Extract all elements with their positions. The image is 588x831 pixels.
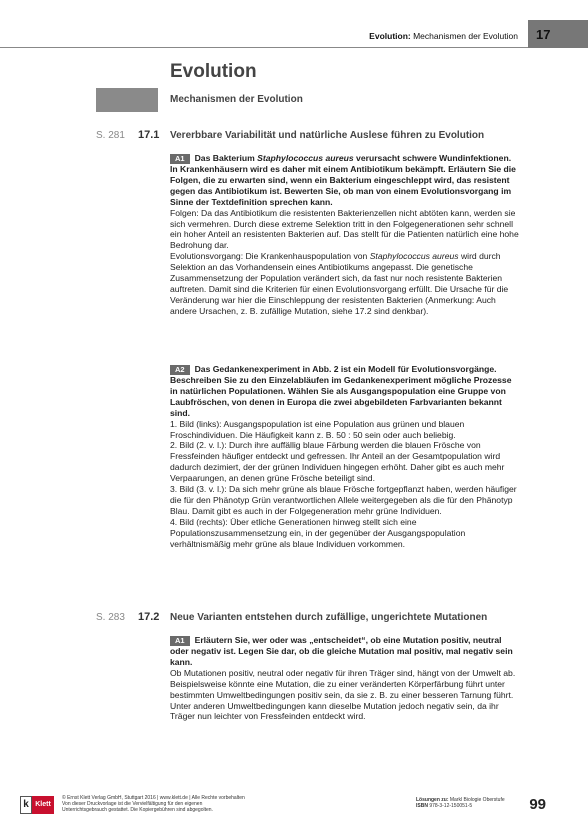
page-title: Evolution [170, 61, 257, 82]
chapter-tab [528, 20, 588, 48]
task-answer: 3. Bild (3. v. l.): Da sich mehr grüne als blaue Frösche fortgepflanzt haben, werden häufiger die für den Phänotyp Grün verantwortlichen Allele weitergegeben als die für den Phänotyp Blau. Damit gibt es auch in der Folgegeneration mehr grüne Individuen. [170, 484, 517, 516]
section-title: Neue Varianten entstehen durch zufällige, ungerichtete Mutationen [170, 612, 488, 623]
page-subtitle: Mechanismen der Evolution [170, 94, 303, 105]
page-number: 99 [529, 796, 546, 813]
section-number: 17.1 [138, 129, 160, 141]
logo-icon: k [20, 796, 32, 814]
task-question: A2 Das Gedankenexperiment in Abb. 2 ist ein Modell für Evolutionsvorgänge. Beschreiben Sie zu den Einzelabläufen im Gedankenexperiment mögliche Prozesse in natürlichen Populationen. Wählen Sie als Ausgangspopulation eine Gruppe von Laubfröschen, von denen in Europa die zwei abgebildeten Farbvarianten bekannt sind. [170, 364, 512, 418]
task-answer: Evolutionsvorgang: Die Krankenhauspopulation von Staphylococcus aureus wird durch Selektion an das Vorhandensein eines Antibiotikums angepasst. Die genetische Zusammensetzung der Population verändert sich, da fast nur noch resistente Bakterien auftreten. Damit sind die Kriterien für einen Evolutionsvorgang erfüllt. Die Ursache für die Veränderung war hier die Einschleppung der resistenten Bakterien (Anmerkung: Auch andere Ursachen, z. B. zufällige Mutation, siehe 17.2 sind denkbar). [170, 251, 509, 316]
task-block [170, 364, 520, 550]
task-question: A1 Erläutern Sie, wer oder was „entscheidet“, ob eine Mutation positiv, neutral oder negativ ist. Legen Sie dar, ob die gleiche Mutation mal positiv, mal negativ sein kann. [170, 635, 513, 667]
decorative-block [96, 88, 158, 112]
task-answer: 2. Bild (2. v. l.): Durch ihre auffällig blaue Färbung werden die blauen Frösche von Fressfeinden häufiger entdeckt und gefressen. Ihr Anteil an der Gesamtpopulation wird dadurch dezimiert, der der grünen Individuen hingegen erhöht. Daher gibt es auch mehr Verpaarungen, an denen grüne Frösche beteiligt sind. [170, 440, 505, 484]
copyright-notice: © Ernst Klett Verlag GmbH, Stuttgart 2016 | www.klett.de | Alle Rechte vorbehalten Von dieser Druckvorlage ist die Vervielfältigung für den eigenen Unterrichtsgebrauch gestattet. Die Kopiergebühren sind abgegolten. [62, 795, 245, 814]
task-answer: 4. Bild (rechts): Über etliche Generationen hinweg stellt sich eine Populationszusammensetzung ein, in der gegenüber der Ausgangspopulation verhältnismäßig mehr grüne als blaue Individuen vorkommen. [170, 516, 466, 549]
task-question: A1 Das Bakterium Staphylococcus aureus verursacht schwere Wundinfektionen. In Krankenhäusern wird es daher mit einem Antibiotikum bekämpft. Erläutern Sie die Folgen, die zu erwarten sind, wenn ein Bakterium eingeschleppt wird, das resistent gegen das Antibiotikum ist. Bewerten Sie, ob man von einem Evolutionsvorgang im Sinne der Textdefinition sprechen kann. [170, 153, 516, 207]
page-ref: S. 281 [96, 130, 125, 141]
task-badge: A2 [170, 365, 190, 375]
section-heading [96, 129, 484, 141]
header-rule [0, 47, 528, 48]
section-title: Vererbbare Variabilität und natürliche Auslese führen zu Evolution [170, 130, 485, 141]
task-badge: A1 [170, 154, 190, 164]
page-ref: S. 283 [96, 612, 125, 623]
task-answer: Ob Mutationen positiv, neutral oder negativ für ihren Träger sind, hängt von der Umwelt ab. Beispielsweise könnte eine Mutation, die zu einer veränderten Körperfärbung führt unter bestimmten Umweltbedingungen positiv sein, da sie z. B. zu einer besseren Tarnung führt. Unter anderen Umweltbedingungen kann dieselbe Mutation jedoch negativ sein, da ihr Träger nun leichter von Fressfeinden entdeckt wird. [170, 667, 516, 722]
task-badge: A1 [170, 636, 190, 646]
task-answer: 1. Bild (links): Ausgangspopulation ist eine Population aus grünen und blauen Froschindividuen. Die Häufigkeit kann z. B. 50 : 50 sein oder auch beliebig. [170, 418, 465, 440]
section-number: 17.2 [138, 611, 160, 623]
section-heading [96, 611, 487, 623]
task-answer: Folgen: Da das Antibiotikum die resistenten Bakterienzellen nicht abtöten kann, werden sie sich vermehren. Durch diese extreme Selektion tritt in den Folgegenerationen sehr schnell ein hoher Anteil an resistenten Bakterien auf. Das stellt für die Patienten natürlich eine hohe Bedrohung dar. [170, 207, 519, 251]
task-block [170, 153, 520, 317]
klett-logo [20, 796, 54, 814]
solutions-info: Lösungen zu: Markl Biologie Oberstufe ISBN 978-3-12-150051-5 [416, 797, 505, 810]
running-header: Evolution: Mechanismen der Evolution [369, 31, 518, 41]
chapter-number: 17 [536, 27, 551, 42]
task-block [170, 635, 520, 722]
logo-text: Klett [32, 796, 54, 814]
